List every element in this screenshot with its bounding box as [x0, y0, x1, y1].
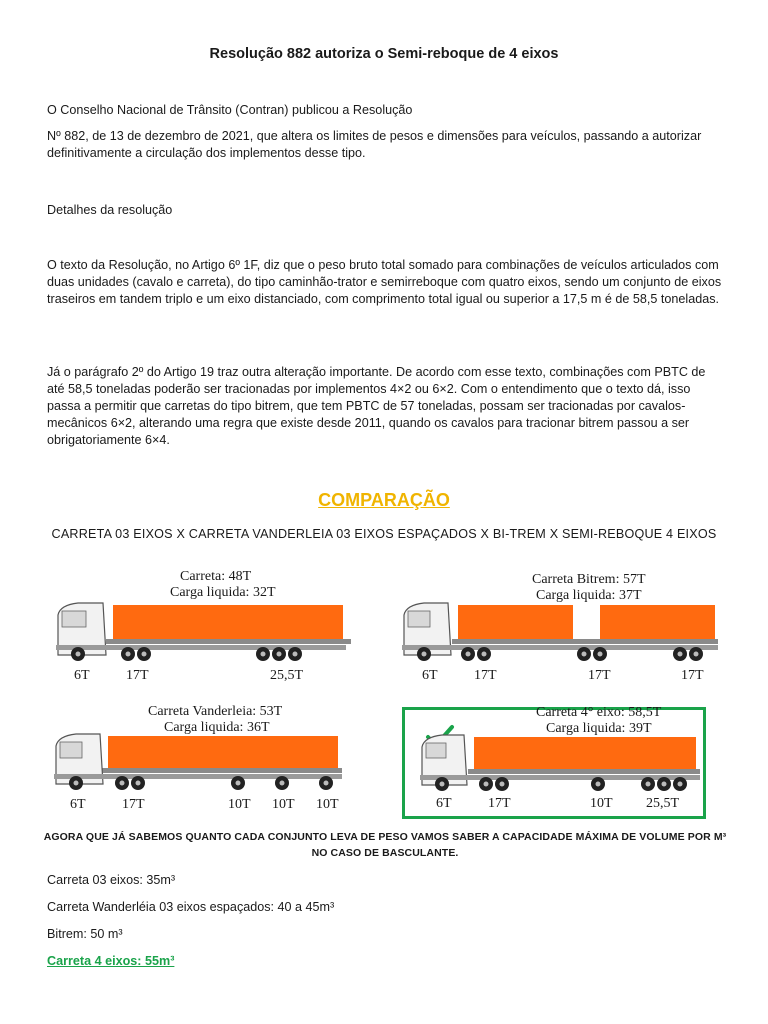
capacity-wanderleia: Carreta Wanderléia 03 eixos espaçados: 40 a 45m³ — [47, 900, 335, 914]
truck-diagram-bitrem — [396, 563, 726, 688]
axle-load-label: 25,5T — [270, 668, 304, 683]
axle-load-label: 10T — [316, 797, 339, 812]
quatro-eixos-net-label: Carga liquida: 39T — [546, 721, 652, 736]
axle-load-label: 6T — [422, 668, 438, 683]
vanderleia-net-label: Carga liquida: 36T — [164, 720, 270, 735]
capacity-carreta-3-eixos: Carreta 03 eixos: 35m³ — [47, 873, 176, 887]
quatro-eixos-total-label: Carreta 4° eixo: 58,5T — [536, 707, 662, 720]
paragraph-details-heading: Detalhes da resolução — [47, 203, 173, 217]
axle-load-label: 17T — [488, 796, 511, 811]
cargo-body — [474, 737, 696, 769]
cargo-body — [458, 605, 573, 639]
capacity-bitrem: Bitrem: 50 m³ — [47, 927, 123, 941]
vanderleia-total-label: Carreta Vanderleia: 53T — [148, 704, 283, 719]
truck-diagram-carreta — [48, 563, 358, 688]
cargo-body — [600, 605, 715, 639]
comparison-subtitle: CARRETA 03 EIXOS X CARRETA VANDERLEIA 03 EIXOS ESPAÇADOS X BI-TREM X SEMI-REBOQUE 4 EIXOS — [51, 527, 717, 541]
bitrem-net-label: Carga liquida: 37T — [536, 588, 642, 603]
truck-diagram-4-eixos — [402, 707, 706, 819]
comparison-heading: COMPARAÇÃO — [318, 490, 450, 510]
axle-load-label: 17T — [588, 668, 611, 683]
axle-load-label: 17T — [122, 797, 145, 812]
carreta-total-label: Carreta: 48T — [180, 569, 252, 584]
axle-load-label: 6T — [74, 668, 90, 683]
cargo-body — [113, 605, 343, 639]
axle-load-label: 10T — [272, 797, 295, 812]
axle-load-label: 6T — [70, 797, 86, 812]
axle-load-label: 25,5T — [646, 796, 680, 811]
axle-load-label: 17T — [126, 668, 149, 683]
document-title: Resolução 882 autoriza o Semi-reboque de 4 eixos — [209, 46, 559, 62]
axle-load-label: 10T — [228, 797, 251, 812]
cargo-body — [108, 736, 338, 768]
truck-diagram-vanderleia — [48, 700, 348, 815]
axle-load-label: 17T — [474, 668, 497, 683]
axle-load-label: 10T — [590, 796, 613, 811]
bitrem-total-label: Carreta Bitrem: 57T — [532, 572, 646, 587]
carreta-net-label: Carga liquida: 32T — [170, 585, 276, 600]
paragraph-article-19: Já o parágrafo 2º do Artigo 19 traz outra alteração importante. De acordo com esse texto, combinações com PBTC de até 58,5 toneladas poderão ser tracionadas por implementos 4×2 ou 6×2. Com o entendimento que o texto dá, isso passa a permitir que carretas do tipo bitrem, que tem PBTC de 57 toneladas, possam ser tracionadas por cavalos-mecânicos 6×2, alterando uma regra que existe desde 2011, quando os cavalos para tracionar bitrem passou a ser obrigatoriamente 6×4. — [47, 365, 706, 447]
paragraph-resolution: Nº 882, de 13 de dezembro de 2021, que altera os limites de pesos e dimensões para veículos, passando a autorizar definitivamente a circulação dos implementos desse tipo. — [47, 129, 702, 160]
axle-load-label: 17T — [681, 668, 704, 683]
axle-load-label: 6T — [436, 796, 452, 811]
paragraph-article-6: O texto da Resolução, no Artigo 6º 1F, diz que o peso bruto total somado para combinações de veículos articulados com duas unidades (cavalo e carreta), do tipo caminhão-trator e semirreboque com quatro eixos, sendo um conjunto de eixos traseiros em tandem triplo e um eixo distanciado, com comprimento total igual ou superior a 17,5 m é de 58,5 toneladas. — [47, 258, 722, 306]
capacity-carreta-4-eixos[interactable]: Carreta 4 eixos: 55m³ — [47, 954, 175, 968]
paragraph-intro: O Conselho Nacional de Trânsito (Contran) publicou a Resolução — [47, 103, 413, 117]
volume-capacity-note: AGORA QUE JÁ SABEMOS QUANTO CADA CONJUNTO LEVA DE PESO VAMOS SABER A CAPACIDADE MÁXIMA DE VOLUME POR M³ NO CASO DE BASCULANTE. — [43, 831, 727, 859]
